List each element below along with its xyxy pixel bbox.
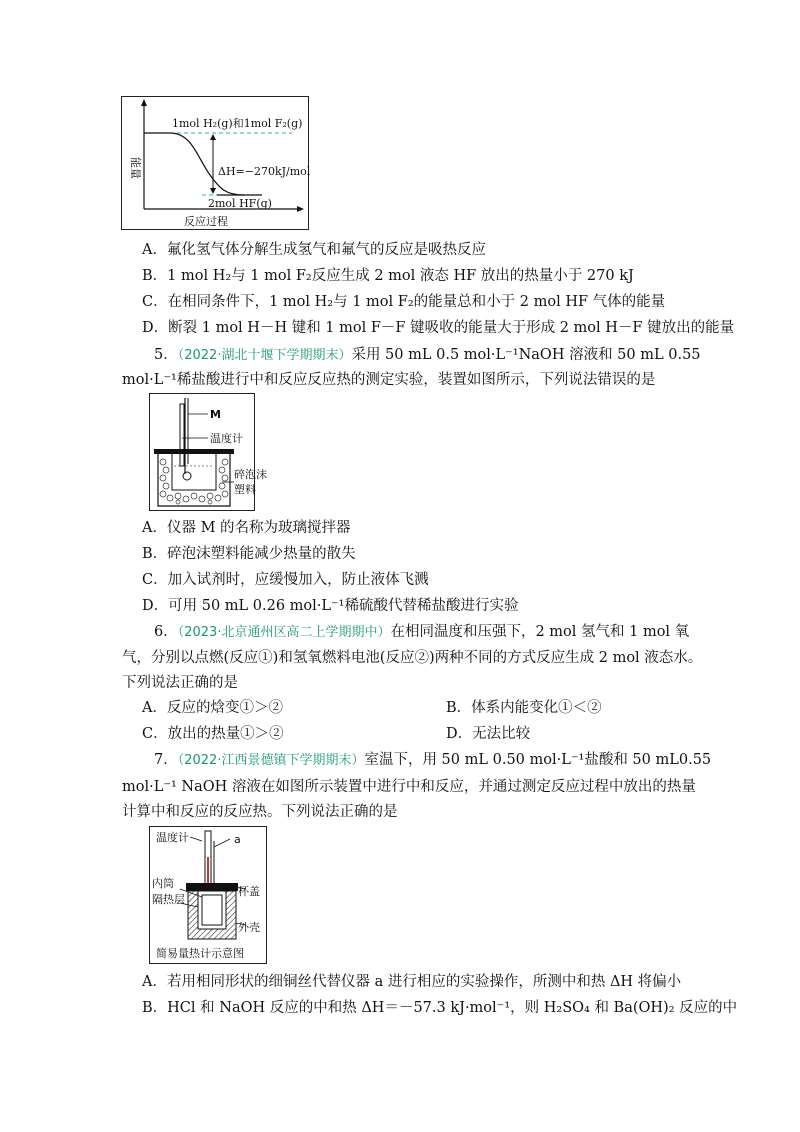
simple-calorimeter-diagram — [149, 826, 267, 964]
thermometer-label: 温度计 — [210, 432, 243, 445]
energy-diagram — [121, 96, 309, 230]
bottom-level-label: 2mol HF(g) — [208, 197, 272, 210]
q6-stem-line1 — [154, 622, 689, 643]
top-level-label: 1mol H₂(g)和1mol F₂(g) — [172, 117, 303, 130]
q6-stem-line3: 下列说法正确的是 — [122, 675, 238, 691]
q7-option-a: A．若用相同形状的细铜丝代替仪器 a 进行相应的实验操作，所测中和热 ΔH 将偏小 — [142, 974, 682, 990]
thermometer-label: 温度计 — [156, 831, 189, 844]
q4-option-b: B．1 mol H₂与 1 mol F₂反应生成 2 mol 液态 HF 放出的热量小于 270 kJ — [142, 268, 634, 284]
inner-tube-label: 内筒 — [152, 877, 174, 890]
shell-label: 外壳 — [238, 921, 260, 934]
x-axis-label: 反应过程 — [184, 215, 228, 228]
q5-stem-line1 — [154, 345, 701, 366]
q4-option-a: A．氟化氢气体分解生成氢气和氟气的反应是吸热反应 — [142, 242, 486, 258]
q7-stem-line1 — [154, 750, 711, 771]
q5-text1: 采用 50 mL 0.5 mol·L⁻¹NaOH 溶液和 50 mL 0.55 — [351, 347, 701, 363]
stirrer-a-label: a — [234, 833, 241, 846]
q6-option-d: D．无法比较 — [446, 726, 531, 742]
y-axis-label: 能量 — [129, 157, 142, 179]
q4-option-d: D．断裂 1 mol H－H 键和 1 mol F－F 键吸收的能量大于形成 2 mol H－F 键放出的能量 — [142, 320, 735, 336]
q6-option-c: C．放出的热量①＞② — [142, 726, 284, 742]
q6-number: 6． — [154, 624, 178, 640]
q7-stem-line3: 计算中和反应的反应热。下列说法正确的是 — [122, 804, 398, 820]
q5-option-a: A．仪器 M 的名称为玻璃搅拌器 — [142, 520, 351, 536]
insulation-label: 隔热层 — [152, 893, 185, 906]
q7-stem-line2: mol·L⁻¹ NaOH 溶液在如图所示装置中进行中和反应，并通过测定反应过程中放出的热量 — [122, 779, 696, 795]
q6-text1: 在相同温度和压强下，2 mol 氢气和 1 mol 氧 — [390, 624, 690, 640]
q6-option-a: A．反应的焓变①＞② — [142, 700, 283, 716]
delta-h-label: ΔH=−270kJ/mol — [218, 165, 311, 178]
q5-number: 5． — [154, 347, 178, 363]
q7-number: 7． — [154, 752, 178, 768]
q5-stem-line2: mol·L⁻¹稀盐酸进行中和反应反应热的测定实验，装置如图所示，下列说法错误的是 — [122, 372, 656, 388]
q4-option-c: C．在相同条件下，1 mol H₂与 1 mol F₂的能量总和小于 2 mol HF 气体的能量 — [142, 294, 666, 310]
foam-label-2: 塑料 — [234, 483, 256, 496]
figure-caption: 简易量热计示意图 — [156, 947, 244, 960]
q5-option-c: C．加入试剂时，应缓慢加入，防止液体飞溅 — [142, 572, 429, 588]
calorimeter-foam-diagram — [149, 393, 267, 511]
q6-source: （2023·北京通州区高二上学期期中） — [177, 625, 391, 640]
q7-text1: 室温下，用 50 mL 0.50 mol·L⁻¹盐酸和 50 mL0.55 — [364, 752, 712, 768]
q5-option-d: D．可用 50 mL 0.26 mol·L⁻¹稀硫酸代替稀盐酸进行实验 — [142, 598, 519, 614]
q6-stem-line2: 气，分别以点燃(反应①)和氢氧燃料电池(反应②)两种不同的方式反应生成 2 mol 液态水。 — [122, 650, 703, 666]
foam-label-1: 碎泡沫 — [234, 468, 267, 481]
stirrer-m-label: M — [210, 408, 221, 421]
q5-source: （2022·湖北十堰下学期期末） — [177, 348, 352, 363]
lid-label: 杯盖 — [238, 885, 260, 898]
q7-source: （2022·江西景德镇下学期期末） — [177, 753, 365, 768]
q5-option-b: B．碎泡沫塑料能减少热量的散失 — [142, 546, 356, 562]
q7-option-b: B．HCl 和 NaOH 反应的中和热 ΔH＝－57.3 kJ·mol⁻¹，则 H₂SO₄ 和 Ba(OH)₂ 反应的中 — [142, 1000, 738, 1016]
q6-option-b: B．体系内能变化①＜② — [446, 700, 602, 716]
